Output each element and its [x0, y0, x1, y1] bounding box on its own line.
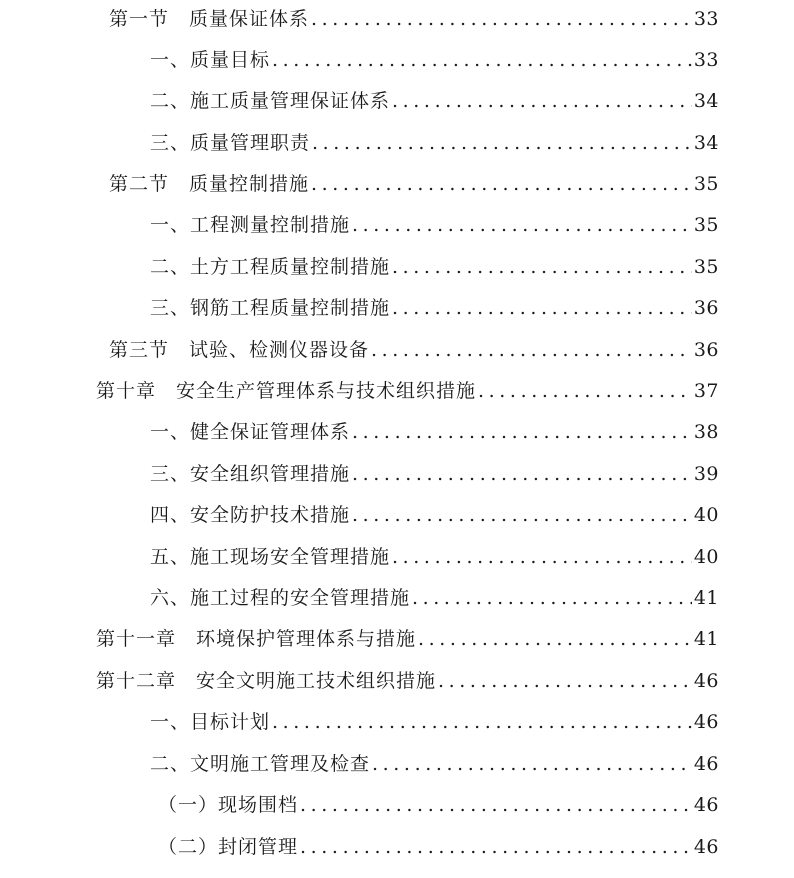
toc-page-number: 46	[693, 794, 719, 816]
toc-entry-item[interactable]	[150, 538, 719, 568]
toc-leader-dots	[392, 297, 692, 319]
toc-leader-dots	[311, 8, 692, 30]
toc-entry-label: 三、质量管理职责	[150, 132, 311, 154]
toc-page-number: 46	[693, 753, 719, 775]
toc-entry-label: （二）封闭管理	[158, 836, 299, 858]
toc-page-number: 33	[693, 8, 719, 30]
toc-page-number: 41	[693, 628, 719, 650]
toc-leader-dots	[272, 711, 692, 733]
toc-leader-dots	[371, 339, 692, 361]
toc-entry-label: 第二节 质量控制措施	[109, 173, 310, 195]
toc-entry-subitem[interactable]	[158, 828, 719, 858]
toc-leader-dots	[372, 753, 692, 775]
toc-page-number: 40	[693, 504, 719, 526]
toc-entry-label: 六、施工过程的安全管理措施	[150, 587, 411, 609]
toc-page-number: 34	[693, 90, 719, 112]
toc-leader-dots	[312, 132, 692, 154]
toc-page-number: 46	[693, 836, 719, 858]
toc-entry-label: 二、文明施工管理及检查	[150, 753, 371, 775]
toc-entry-label: 第十二章 安全文明施工技术组织措施	[96, 670, 437, 692]
toc-page-number: 39	[693, 463, 719, 485]
toc-entry-label: 四、安全防护技术措施	[150, 504, 351, 526]
toc-entry-label: 三、钢筋工程质量控制措施	[150, 297, 391, 319]
toc-entry-label: 三、安全组织管理措施	[150, 463, 351, 485]
toc-page-number: 46	[693, 670, 719, 692]
toc-entry-subitem[interactable]	[158, 786, 719, 816]
toc-leader-dots	[352, 421, 692, 443]
toc-entry-item[interactable]	[150, 248, 719, 278]
toc-leader-dots	[418, 628, 692, 650]
toc-entry-item[interactable]	[150, 82, 719, 112]
toc-page-number: 36	[693, 297, 719, 319]
toc-page-number: 46	[693, 711, 719, 733]
toc-leader-dots	[412, 587, 692, 609]
toc-page-number: 41	[693, 587, 719, 609]
toc-page-number: 37	[693, 380, 719, 402]
toc-entry-section[interactable]	[109, 0, 719, 30]
toc-leader-dots	[300, 794, 692, 816]
toc-entry-label: 一、目标计划	[150, 711, 271, 733]
toc-leader-dots	[352, 463, 692, 485]
toc-entry-item[interactable]	[150, 745, 719, 775]
toc-leader-dots	[352, 504, 692, 526]
toc-entry-item[interactable]	[150, 124, 719, 154]
toc-entry-label: 一、健全保证管理体系	[150, 421, 351, 443]
toc-entry-label: （一）现场围档	[158, 794, 299, 816]
toc-entry-item[interactable]	[150, 413, 719, 443]
toc-page-number: 36	[693, 339, 719, 361]
toc-page-number: 40	[693, 546, 719, 568]
toc-entry-label: 第十一章 环境保护管理体系与措施	[96, 628, 417, 650]
toc-entry-section[interactable]	[109, 331, 719, 361]
toc-entry-item[interactable]	[150, 41, 719, 71]
toc-entry-chapter[interactable]	[96, 620, 719, 650]
toc-page-number: 35	[693, 256, 719, 278]
toc-leader-dots	[438, 670, 692, 692]
toc-leader-dots	[300, 836, 692, 858]
toc-entry-chapter[interactable]	[96, 662, 719, 692]
toc-page-number: 38	[693, 421, 719, 443]
toc-entry-label: 第十章 安全生产管理体系与技术组织措施	[96, 380, 477, 402]
toc-entry-item[interactable]	[150, 289, 719, 319]
toc-leader-dots	[272, 49, 692, 71]
toc-entry-section[interactable]	[109, 165, 719, 195]
toc-page-number: 35	[693, 173, 719, 195]
toc-leader-dots	[352, 214, 692, 236]
toc-entry-label: 一、质量目标	[150, 49, 271, 71]
toc-page-number: 35	[693, 214, 719, 236]
toc-leader-dots	[311, 173, 692, 195]
toc-entry-label: 五、施工现场安全管理措施	[150, 546, 391, 568]
toc-leader-dots	[392, 256, 692, 278]
toc-entry-label: 第一节 质量保证体系	[109, 8, 310, 30]
toc-page-number: 33	[693, 49, 719, 71]
toc-leader-dots	[392, 546, 692, 568]
toc-entry-label: 第三节 试验、检测仪器设备	[109, 339, 370, 361]
toc-entry-item[interactable]	[150, 703, 719, 733]
toc-entry-item[interactable]	[150, 579, 719, 609]
toc-entry-item[interactable]	[150, 455, 719, 485]
toc-entry-label: 二、土方工程质量控制措施	[150, 256, 391, 278]
toc-entry-item[interactable]	[150, 206, 719, 236]
toc-entry-label: 二、施工质量管理保证体系	[150, 90, 391, 112]
toc-entry-chapter[interactable]	[96, 372, 719, 402]
toc-leader-dots	[392, 90, 692, 112]
toc-leader-dots	[478, 380, 692, 402]
toc-entry-label: 一、工程测量控制措施	[150, 214, 351, 236]
toc-entry-item[interactable]	[150, 496, 719, 526]
toc-page-number: 34	[693, 132, 719, 154]
